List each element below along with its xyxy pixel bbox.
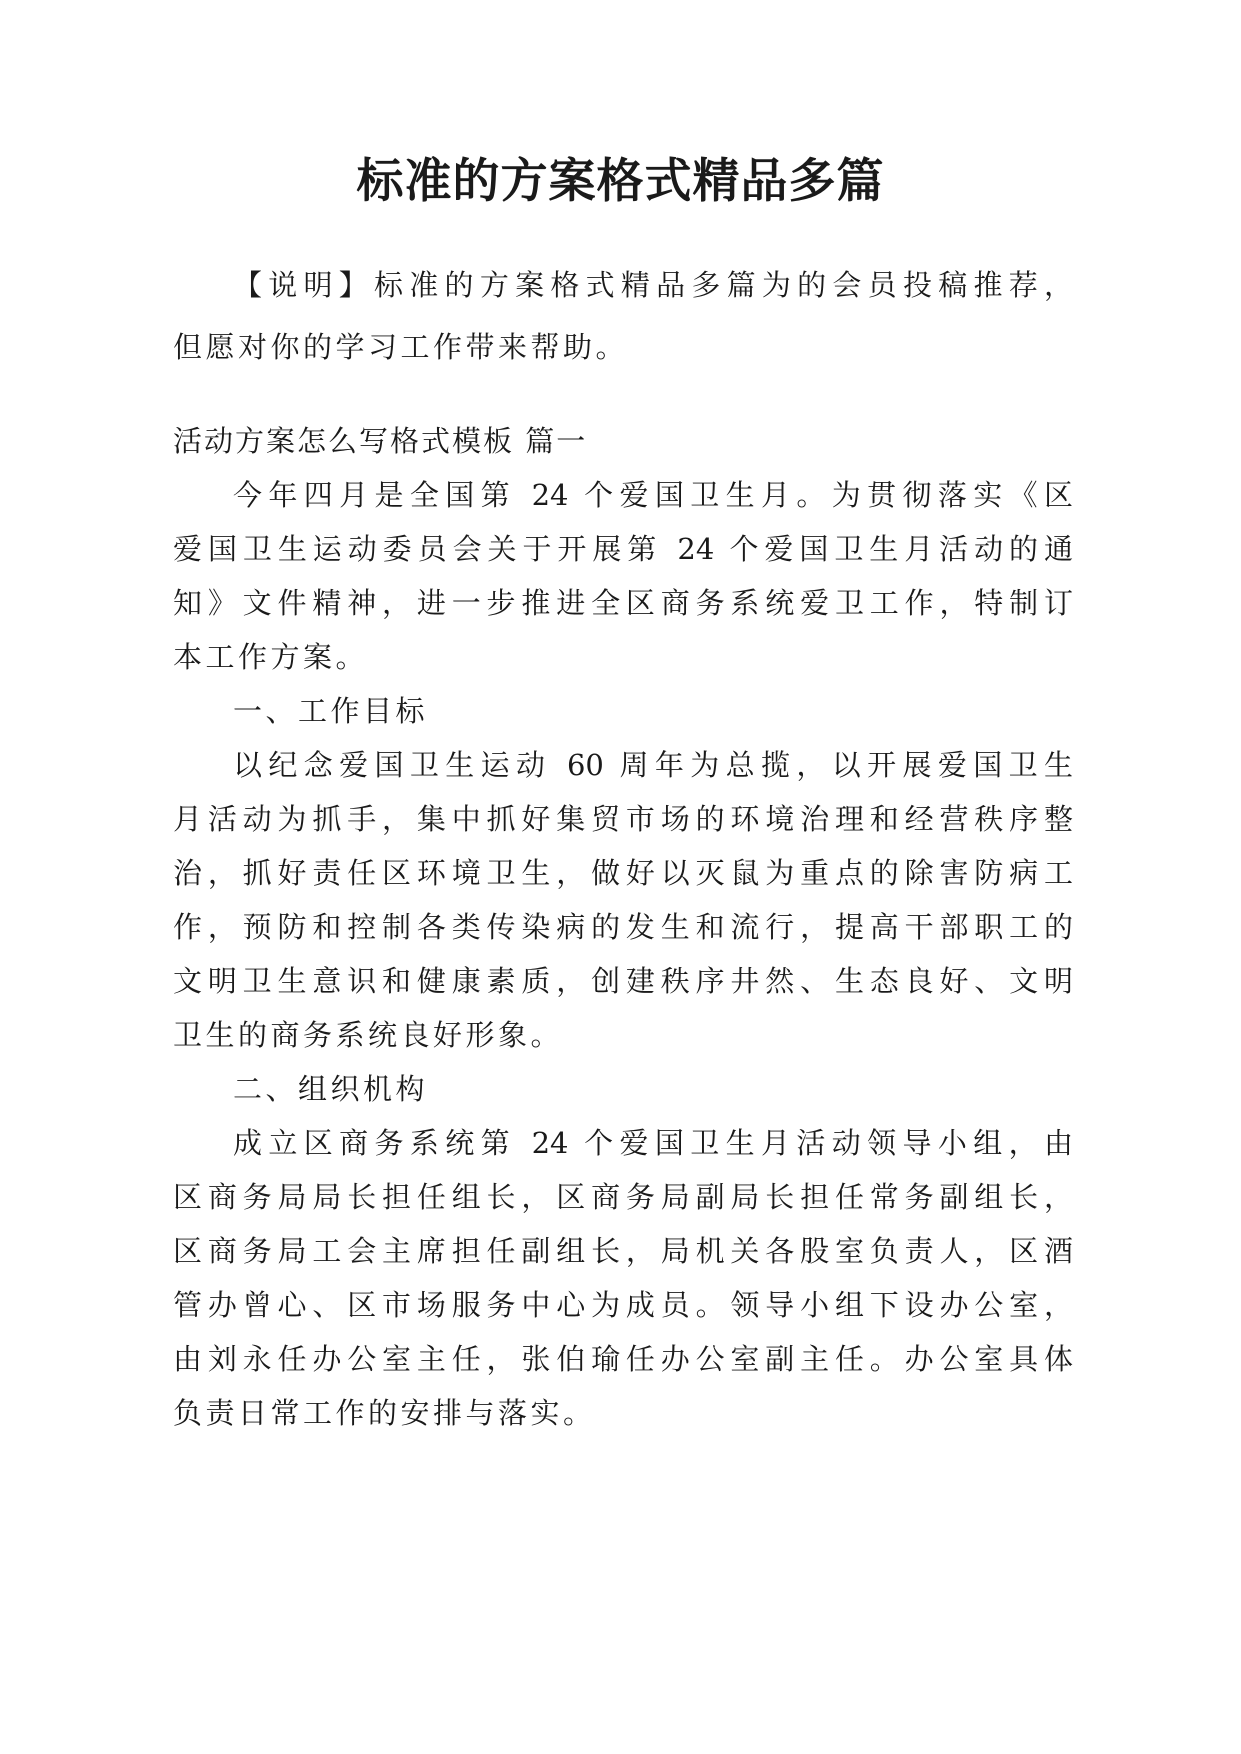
para2-line-5: 文明卫生意识和健康素质，创建秩序井然、生态良好、文明 <box>173 964 1073 998</box>
subheading-goals: 一、工作目标 <box>233 694 429 728</box>
para2-line-4: 作，预防和控制各类传染病的发生和流行，提高干部职工的 <box>173 910 1073 944</box>
document-title: 标准的方案格式精品多篇 <box>356 154 885 209</box>
para3-line-2: 区商务局局长担任组长，区商务局副局长担任常务副组长， <box>173 1180 1073 1214</box>
para3-line-6: 负责日常工作的安排与落实。 <box>173 1396 596 1430</box>
para2-line-2: 月活动为抓手，集中抓好集贸市场的环境治理和经营秩序整 <box>173 802 1073 836</box>
para1-line-2: 爱国卫生运动委员会关于开展第 24 个爱国卫生月活动的通 <box>173 532 1073 566</box>
para1-line-4: 本工作方案。 <box>173 640 369 674</box>
para3-line-4: 管办曾心、区市场服务中心为成员。领导小组下设办公室， <box>173 1288 1073 1322</box>
para2-line-6: 卫生的商务系统良好形象。 <box>173 1018 564 1052</box>
para1-line-1: 今年四月是全国第 24 个爱国卫生月。为贯彻落实《区 <box>233 478 1073 512</box>
section-heading: 活动方案怎么写格式模板 篇一 <box>173 424 588 458</box>
para3-line-3: 区商务局工会主席担任副组长，局机关各股室负责人，区酒 <box>173 1234 1073 1268</box>
note-line-1: 【说明】标准的方案格式精品多篇为的会员投稿推荐， <box>233 268 1073 302</box>
para2-line-3: 治，抓好责任区环境卫生，做好以灭鼠为重点的除害防病工 <box>173 856 1073 890</box>
para2-line-1: 以纪念爱国卫生运动 60 周年为总揽，以开展爱国卫生 <box>233 748 1073 782</box>
para3-line-5: 由刘永任办公室主任，张伯瑜任办公室副主任。办公室具体 <box>173 1342 1073 1376</box>
note-line-2: 但愿对你的学习工作带来帮助。 <box>173 330 629 364</box>
subheading-organization: 二、组织机构 <box>233 1072 429 1106</box>
para1-line-3: 知》文件精神，进一步推进全区商务系统爱卫工作，特制订 <box>173 586 1073 620</box>
para3-line-1: 成立区商务系统第 24 个爱国卫生月活动领导小组，由 <box>233 1126 1073 1160</box>
